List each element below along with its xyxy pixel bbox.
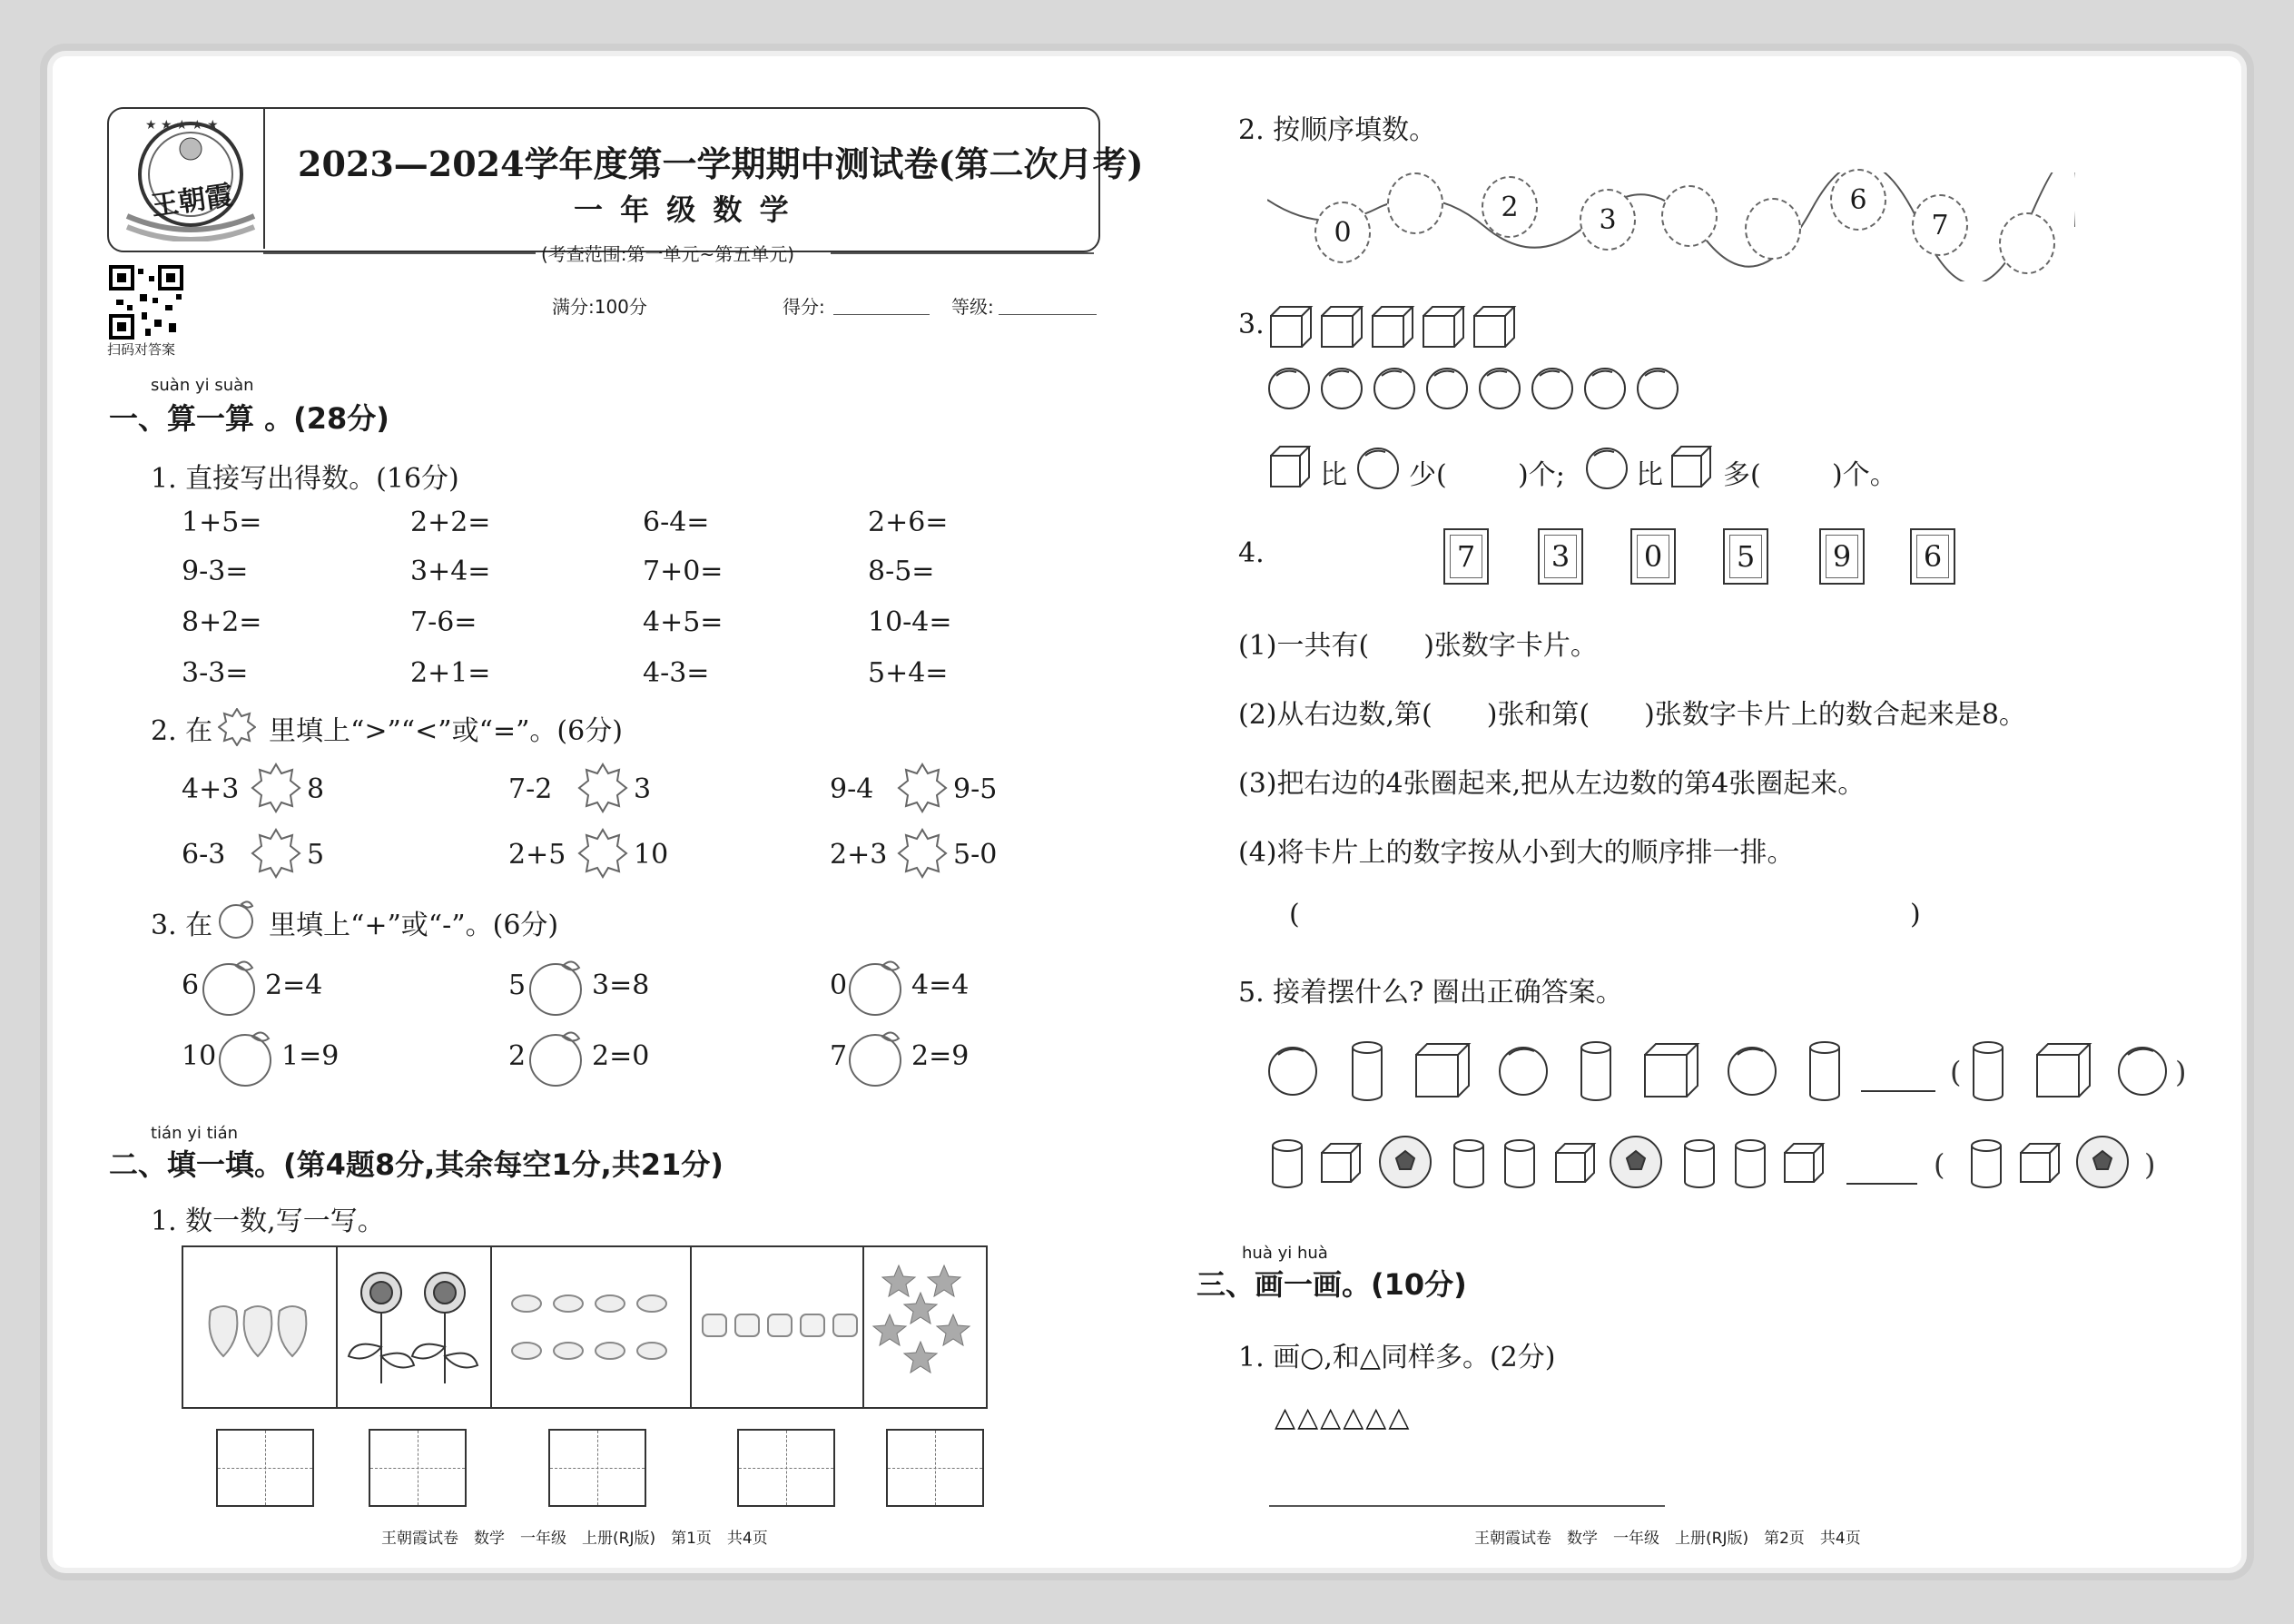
svg-text:★ ★ ★ ★ ★: ★ ★ ★ ★ ★ xyxy=(145,118,219,133)
section3-title: 三、画一画。(10分) xyxy=(1196,1267,1467,1302)
op-left: 2 xyxy=(508,1040,527,1072)
scope-text: (考查范围:第一单元~第五单元) xyxy=(541,243,795,265)
count-cell-bees xyxy=(490,1247,692,1407)
compare-text: )个; xyxy=(1518,459,1565,491)
op-left: 7 xyxy=(830,1040,848,1072)
section2-pinyin: tián yi tián xyxy=(151,1124,239,1143)
sphere-icon xyxy=(1585,447,1629,490)
op-right: 1=9 xyxy=(281,1040,340,1072)
op-blank[interactable] xyxy=(848,953,908,1017)
q2-title-a: 2. 在 xyxy=(151,715,213,747)
op-left: 0 xyxy=(830,969,848,1001)
q4-part2: (2)从右边数,第( )张和第( )张数字卡片上的数合起来是8。 xyxy=(1238,699,2026,731)
cube-row xyxy=(1269,303,1541,350)
answer-box[interactable] xyxy=(886,1429,984,1507)
grade-label: 等级: xyxy=(951,296,994,318)
calc-item: 2+6= xyxy=(868,507,949,538)
calc-item: 2+2= xyxy=(410,507,491,538)
number-card: 0 xyxy=(1630,528,1676,585)
q4-answer-open[interactable]: ( xyxy=(1289,899,1300,930)
answer-box[interactable] xyxy=(737,1429,835,1507)
count-cell-sunflowers xyxy=(336,1247,492,1407)
triangles-row: △△△△△△ xyxy=(1275,1402,1412,1433)
compare-text: )个。 xyxy=(1832,459,1897,491)
compare-left: 7-2 xyxy=(508,773,553,805)
compare-blank[interactable] xyxy=(577,828,628,879)
number-card: 9 xyxy=(1819,528,1865,585)
score-label: 得分: xyxy=(783,296,825,318)
logo-divider xyxy=(263,107,265,249)
sphere-icon xyxy=(1356,447,1400,490)
sequence-circle: 3 xyxy=(1580,189,1636,251)
number-card: 3 xyxy=(1538,528,1583,585)
pattern-row-1 xyxy=(1267,1035,2193,1107)
logo-text: 王朝霞 xyxy=(149,179,235,223)
compare-blank[interactable] xyxy=(251,828,301,879)
compare-blank[interactable] xyxy=(251,763,301,813)
svg-text:): ) xyxy=(2144,1147,2156,1182)
s2-q5-title: 5. 接着摆什么? 圈出正确答案。 xyxy=(1238,977,1623,1009)
compare-text: 多( xyxy=(1723,459,1761,491)
compare-text: 比 xyxy=(1636,459,1663,491)
op-blank[interactable] xyxy=(848,1024,908,1088)
calc-item: 3-3= xyxy=(182,657,249,689)
compare-left: 6-3 xyxy=(182,839,226,871)
number-card: 6 xyxy=(1910,528,1955,585)
compare-right: 5-0 xyxy=(953,839,998,871)
grade-field[interactable] xyxy=(999,314,1097,315)
op-right: 3=8 xyxy=(592,969,650,1001)
compare-right: 5 xyxy=(307,839,325,871)
svg-text:(: ( xyxy=(1950,1055,1962,1089)
calc-item: 7-6= xyxy=(410,606,478,638)
calc-item: 7+0= xyxy=(643,556,724,587)
qr-caption: 扫码对答案 xyxy=(107,341,176,358)
compare-right: 10 xyxy=(634,839,669,871)
cube-icon xyxy=(1269,445,1311,490)
section3-pinyin: huà yi huà xyxy=(1242,1244,1328,1263)
s2-q4-title: 4. xyxy=(1238,537,1265,569)
section2-title: 二、填一填。(第4题8分,其余每空1分,共21分) xyxy=(109,1147,724,1182)
answer-box[interactable] xyxy=(216,1429,314,1507)
calc-item: 1+5= xyxy=(182,507,262,538)
section1-title: 一、算一算 。(28分) xyxy=(109,401,389,436)
op-blank[interactable] xyxy=(202,953,261,1017)
cube-icon xyxy=(1670,445,1712,490)
count-cell-stars xyxy=(862,1247,984,1407)
q4-answer-close[interactable]: ) xyxy=(1910,899,1921,930)
compare-right: 3 xyxy=(634,773,652,805)
drawing-line[interactable] xyxy=(1269,1505,1665,1507)
compare-text: 比 xyxy=(1320,459,1347,491)
s2-q3-title: 3. xyxy=(1238,309,1265,340)
compare-left: 9-4 xyxy=(830,773,874,805)
compare-blank[interactable] xyxy=(897,828,948,879)
page-subtitle: 一 年 级 数 学 xyxy=(574,192,793,227)
full-score: 满分:100分 xyxy=(552,296,647,318)
op-left: 5 xyxy=(508,969,527,1001)
page-title: 2023—2024学年度第一学期期中测试卷(第二次月考) xyxy=(298,143,1144,184)
s2-q2-title: 2. 按顺序填数。 xyxy=(1238,114,1437,146)
sequence-circle[interactable] xyxy=(1387,172,1443,234)
sequence-circle: 7 xyxy=(1912,194,1968,256)
answer-box[interactable] xyxy=(548,1429,646,1507)
calc-item: 9-3= xyxy=(182,556,249,587)
compare-right: 8 xyxy=(307,773,325,805)
pattern-row-2 xyxy=(1267,1126,2193,1198)
calc-item: 4+5= xyxy=(643,606,724,638)
q3-title-a: 3. 在 xyxy=(151,910,213,941)
q3-title-b: 里填上“+”或“-”。(6分) xyxy=(269,910,559,941)
sequence-circle[interactable] xyxy=(1745,198,1801,260)
count-cell-strawberries xyxy=(183,1247,338,1407)
count-cell-cats xyxy=(690,1247,864,1407)
calc-item: 8-5= xyxy=(868,556,935,587)
compare-left: 2+5 xyxy=(508,839,566,871)
calc-item: 10-4= xyxy=(868,606,952,638)
sequence-circle: 2 xyxy=(1482,176,1538,238)
scope-line-right xyxy=(831,252,1094,254)
op-blank[interactable] xyxy=(218,1024,278,1088)
scope-line-left xyxy=(263,252,536,254)
op-blank[interactable] xyxy=(528,1024,588,1088)
op-blank[interactable] xyxy=(528,953,588,1017)
svg-text:(: ( xyxy=(1934,1147,1945,1182)
score-field[interactable] xyxy=(833,314,930,315)
star-blank-icon xyxy=(218,708,256,746)
footer-right: 王朝霞试卷 数学 一年级 上册(RJ版) 第2页 共4页 xyxy=(1474,1530,1861,1548)
op-left: 6 xyxy=(182,969,200,1001)
op-left: 10 xyxy=(182,1040,217,1072)
answer-box[interactable] xyxy=(369,1429,467,1507)
svg-text:): ) xyxy=(2175,1055,2187,1089)
calc-item: 2+1= xyxy=(410,657,491,689)
q4-part3: (3)把右边的4张圈起来,把从左边数的第4张圈起来。 xyxy=(1238,768,1866,800)
s3-q1-title: 1. 画○,和△同样多。(2分) xyxy=(1238,1342,1556,1373)
apple-blank-icon xyxy=(218,897,258,940)
calc-item: 6-4= xyxy=(643,507,710,538)
sequence-circle: 6 xyxy=(1830,169,1886,231)
s2-q1-title: 1. 数一数,写一写。 xyxy=(151,1206,385,1237)
compare-blank[interactable] xyxy=(577,763,628,813)
sequence-circle[interactable] xyxy=(1661,185,1718,247)
number-card: 7 xyxy=(1443,528,1489,585)
q4-part4: (4)将卡片上的数字按从小到大的顺序排一排。 xyxy=(1238,837,1795,869)
calc-item: 3+4= xyxy=(410,556,491,587)
count-picture-table xyxy=(182,1245,988,1409)
op-right: 4=4 xyxy=(911,969,970,1001)
q2-title-b: 里填上“>”“<”或“=”。(6分) xyxy=(269,715,623,747)
op-right: 2=4 xyxy=(265,969,323,1001)
op-right: 2=9 xyxy=(911,1040,970,1072)
compare-right: 9-5 xyxy=(953,773,998,805)
qr-code xyxy=(109,265,183,340)
q1-title: 1. 直接写出得数。(16分) xyxy=(151,463,459,495)
compare-blank[interactable] xyxy=(897,763,948,813)
calc-item: 8+2= xyxy=(182,606,262,638)
sphere-row xyxy=(1267,365,1685,412)
sequence-circle: 0 xyxy=(1314,202,1371,263)
footer-left: 王朝霞试卷 数学 一年级 上册(RJ版) 第1页 共4页 xyxy=(381,1530,768,1548)
compare-left: 2+3 xyxy=(830,839,888,871)
calc-item: 5+4= xyxy=(868,657,949,689)
number-card: 5 xyxy=(1723,528,1768,585)
compare-text: 少( xyxy=(1409,459,1447,491)
op-right: 2=0 xyxy=(592,1040,650,1072)
calc-item: 4-3= xyxy=(643,657,710,689)
compare-left: 4+3 xyxy=(182,773,240,805)
sequence-circle[interactable] xyxy=(1999,212,2055,274)
q4-part1: (1)一共有( )张数字卡片。 xyxy=(1238,630,1598,662)
section1-pinyin: suàn yi suàn xyxy=(151,376,254,395)
